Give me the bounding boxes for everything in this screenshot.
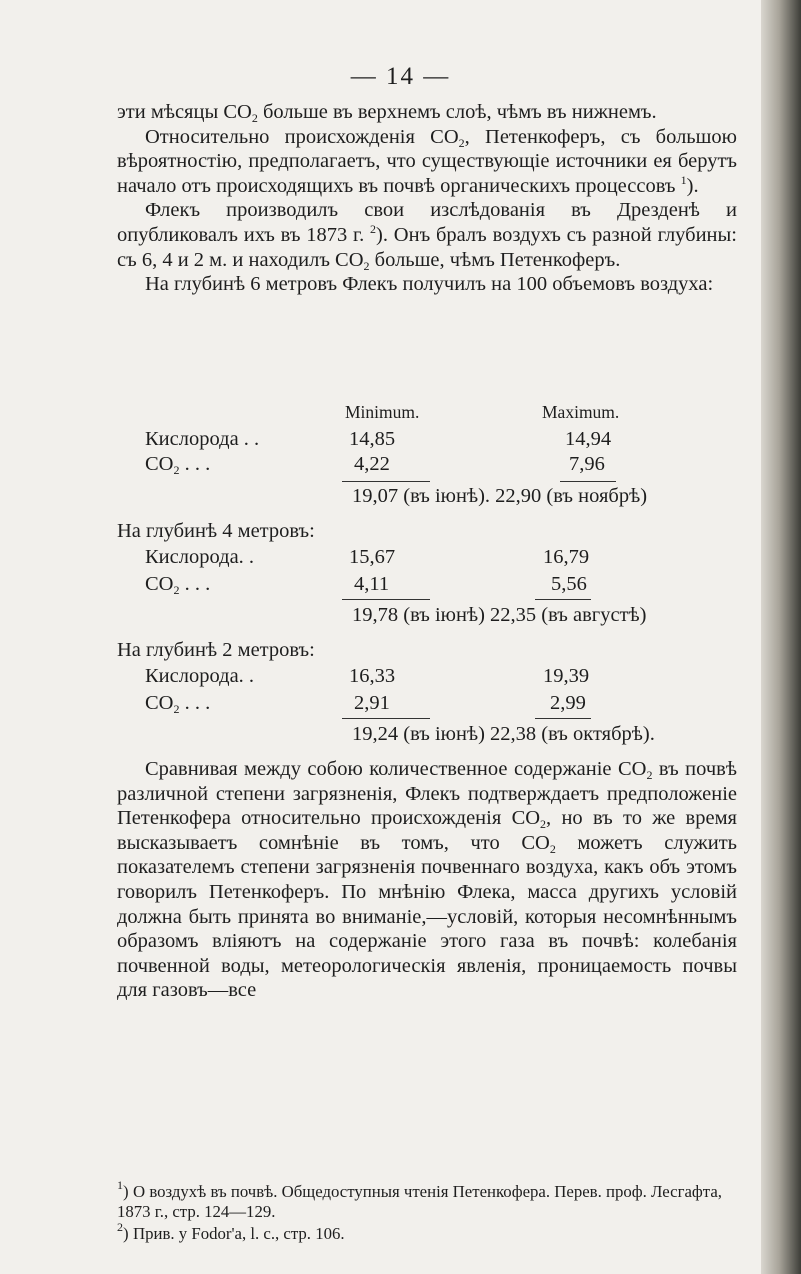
d2-co2-label: $CO_2$ . . .	[145, 692, 211, 716]
paragraph-4: На глубинѣ 6 метровъ Флекъ получилъ на 100 объемовъ воздуха:	[145, 273, 714, 296]
d2-sum-row	[352, 721, 655, 747]
d2-rule-max	[535, 718, 591, 719]
d2-oxygen-label: Кислорода. .	[145, 665, 255, 687]
d6-co2-min: 4,22	[354, 453, 390, 475]
d4-co2-max: 5,56	[551, 573, 587, 595]
body-text-bottom	[117, 757, 737, 1003]
paragraph-2: Относительно происхожденія $CO_2$, Петенкоферъ, съ большою вѣроятностію, предполагаетъ, что существующіе источники ея берутъ начало отъ происходящихъ въ почвѣ органическихъ процессовъ $^1$).	[117, 125, 737, 197]
d2-oxygen-max: 19,39	[543, 665, 590, 687]
d6-oxygen-min: 14,85	[349, 428, 396, 450]
d2-sum-min: 19,24	[352, 723, 399, 745]
d4-heading: На глубинѣ 4 метровъ:	[117, 520, 315, 542]
d4-rule-min	[342, 599, 430, 600]
d2-sum-min-note: (въ іюнѣ)	[403, 723, 485, 745]
d2-heading: На глубинѣ 2 метровъ:	[117, 639, 315, 661]
footnote-ref-1[interactable]: 1	[680, 172, 687, 187]
d4-oxygen-max: 16,79	[543, 546, 590, 568]
d4-sum-max: 22,35	[490, 604, 537, 626]
d2-oxygen-min: 16,33	[349, 665, 396, 687]
d4-rule-max	[535, 599, 591, 600]
d2-co2-min: 2,91	[354, 692, 390, 714]
d6-co2-max: 7,96	[569, 453, 605, 475]
footnote-1: $^1$) О воздухѣ въ почвѣ. Общедоступныя чтенія Петенкофера. Перев. проф. Лесгафта, 1873 г., стр. 124—129.	[117, 1178, 722, 1221]
d6-oxygen-label: Кислорода . .	[145, 428, 260, 450]
body-text-top	[117, 100, 737, 297]
d6-sum-min: 19,07	[352, 485, 399, 507]
d4-oxygen-min: 15,67	[349, 546, 396, 568]
paragraph-1: эти мѣсяцы $CO_2$ больше въ верхнемъ слоѣ, чѣмъ въ нижнемъ.	[117, 101, 657, 125]
d4-sum-max-note: (въ августѣ)	[541, 604, 647, 626]
d4-sum-row	[352, 602, 646, 628]
d2-co2-max: 2,99	[550, 692, 586, 714]
footnote-2: $^2$) Прив. у Fodor'a, l. c., стр. 106.	[117, 1220, 345, 1243]
d6-co2-label: $CO_2$ . . .	[145, 453, 211, 477]
d2-rule-min	[342, 718, 430, 719]
header-max: Maximum.	[542, 402, 620, 422]
d2-sum-max-note: (въ октябрѣ).	[541, 723, 655, 745]
paragraph-5: Сравнивая между собою количественное содержаніе $CO_2$ въ почвѣ различной степени загрязненія, Флекъ подтверждаетъ предположеніе Петенкофера относительно происхожденія $CO_2$, но въ то же время высказываетъ сомнѣніе въ томъ, что $CO_2$ можетъ служить показателемъ степени загрязненія почвеннаго воздуха, какъ объ этомъ говорилъ Петенкоферъ. По мнѣнію Флека, масса другихъ условій должна быть принята во вниманіе,—условій, которыя несомнѣннымъ образомъ вліяютъ на содержаніе этого газа въ почвѣ: колебанія почвенной воды, метеорологическія явленія, проницаемость почвы для газовъ—все	[117, 758, 737, 1002]
d6-rule-max	[560, 481, 616, 482]
d6-oxygen-max: 14,94	[565, 428, 612, 450]
d4-co2-min: 4,11	[354, 573, 390, 595]
footnote-ref-2[interactable]: 2	[370, 221, 377, 236]
page-edge-shadow	[761, 0, 801, 1274]
d4-sum-min: 19,78	[352, 604, 399, 626]
d6-sum-max: 22,90	[495, 485, 542, 507]
d4-sum-min-note: (въ іюнѣ)	[403, 604, 485, 626]
d4-co2-label: $CO_2$ . . .	[145, 573, 211, 597]
d4-oxygen-label: Кислорода. .	[145, 546, 255, 568]
d6-rule-min	[342, 481, 430, 482]
d6-sum-row	[352, 483, 647, 509]
d6-sum-min-note: (въ іюнѣ).	[403, 485, 491, 507]
d2-sum-max: 22,38	[490, 723, 537, 745]
header-min: Minimum.	[345, 402, 420, 422]
page-number: — 14 —	[350, 63, 451, 90]
paragraph-3: Флекъ производилъ свои изслѣдованія въ Дрезденѣ и опубликовалъ ихъ въ 1873 г. $^2$). Онъ бралъ воздухъ съ разной глубины: съ 6, 4 и 2 м. и находилъ $CO_2$ больше, чѣмъ Петенкоферъ.	[117, 199, 737, 273]
d6-sum-max-note: (въ ноябрѣ)	[546, 485, 648, 507]
